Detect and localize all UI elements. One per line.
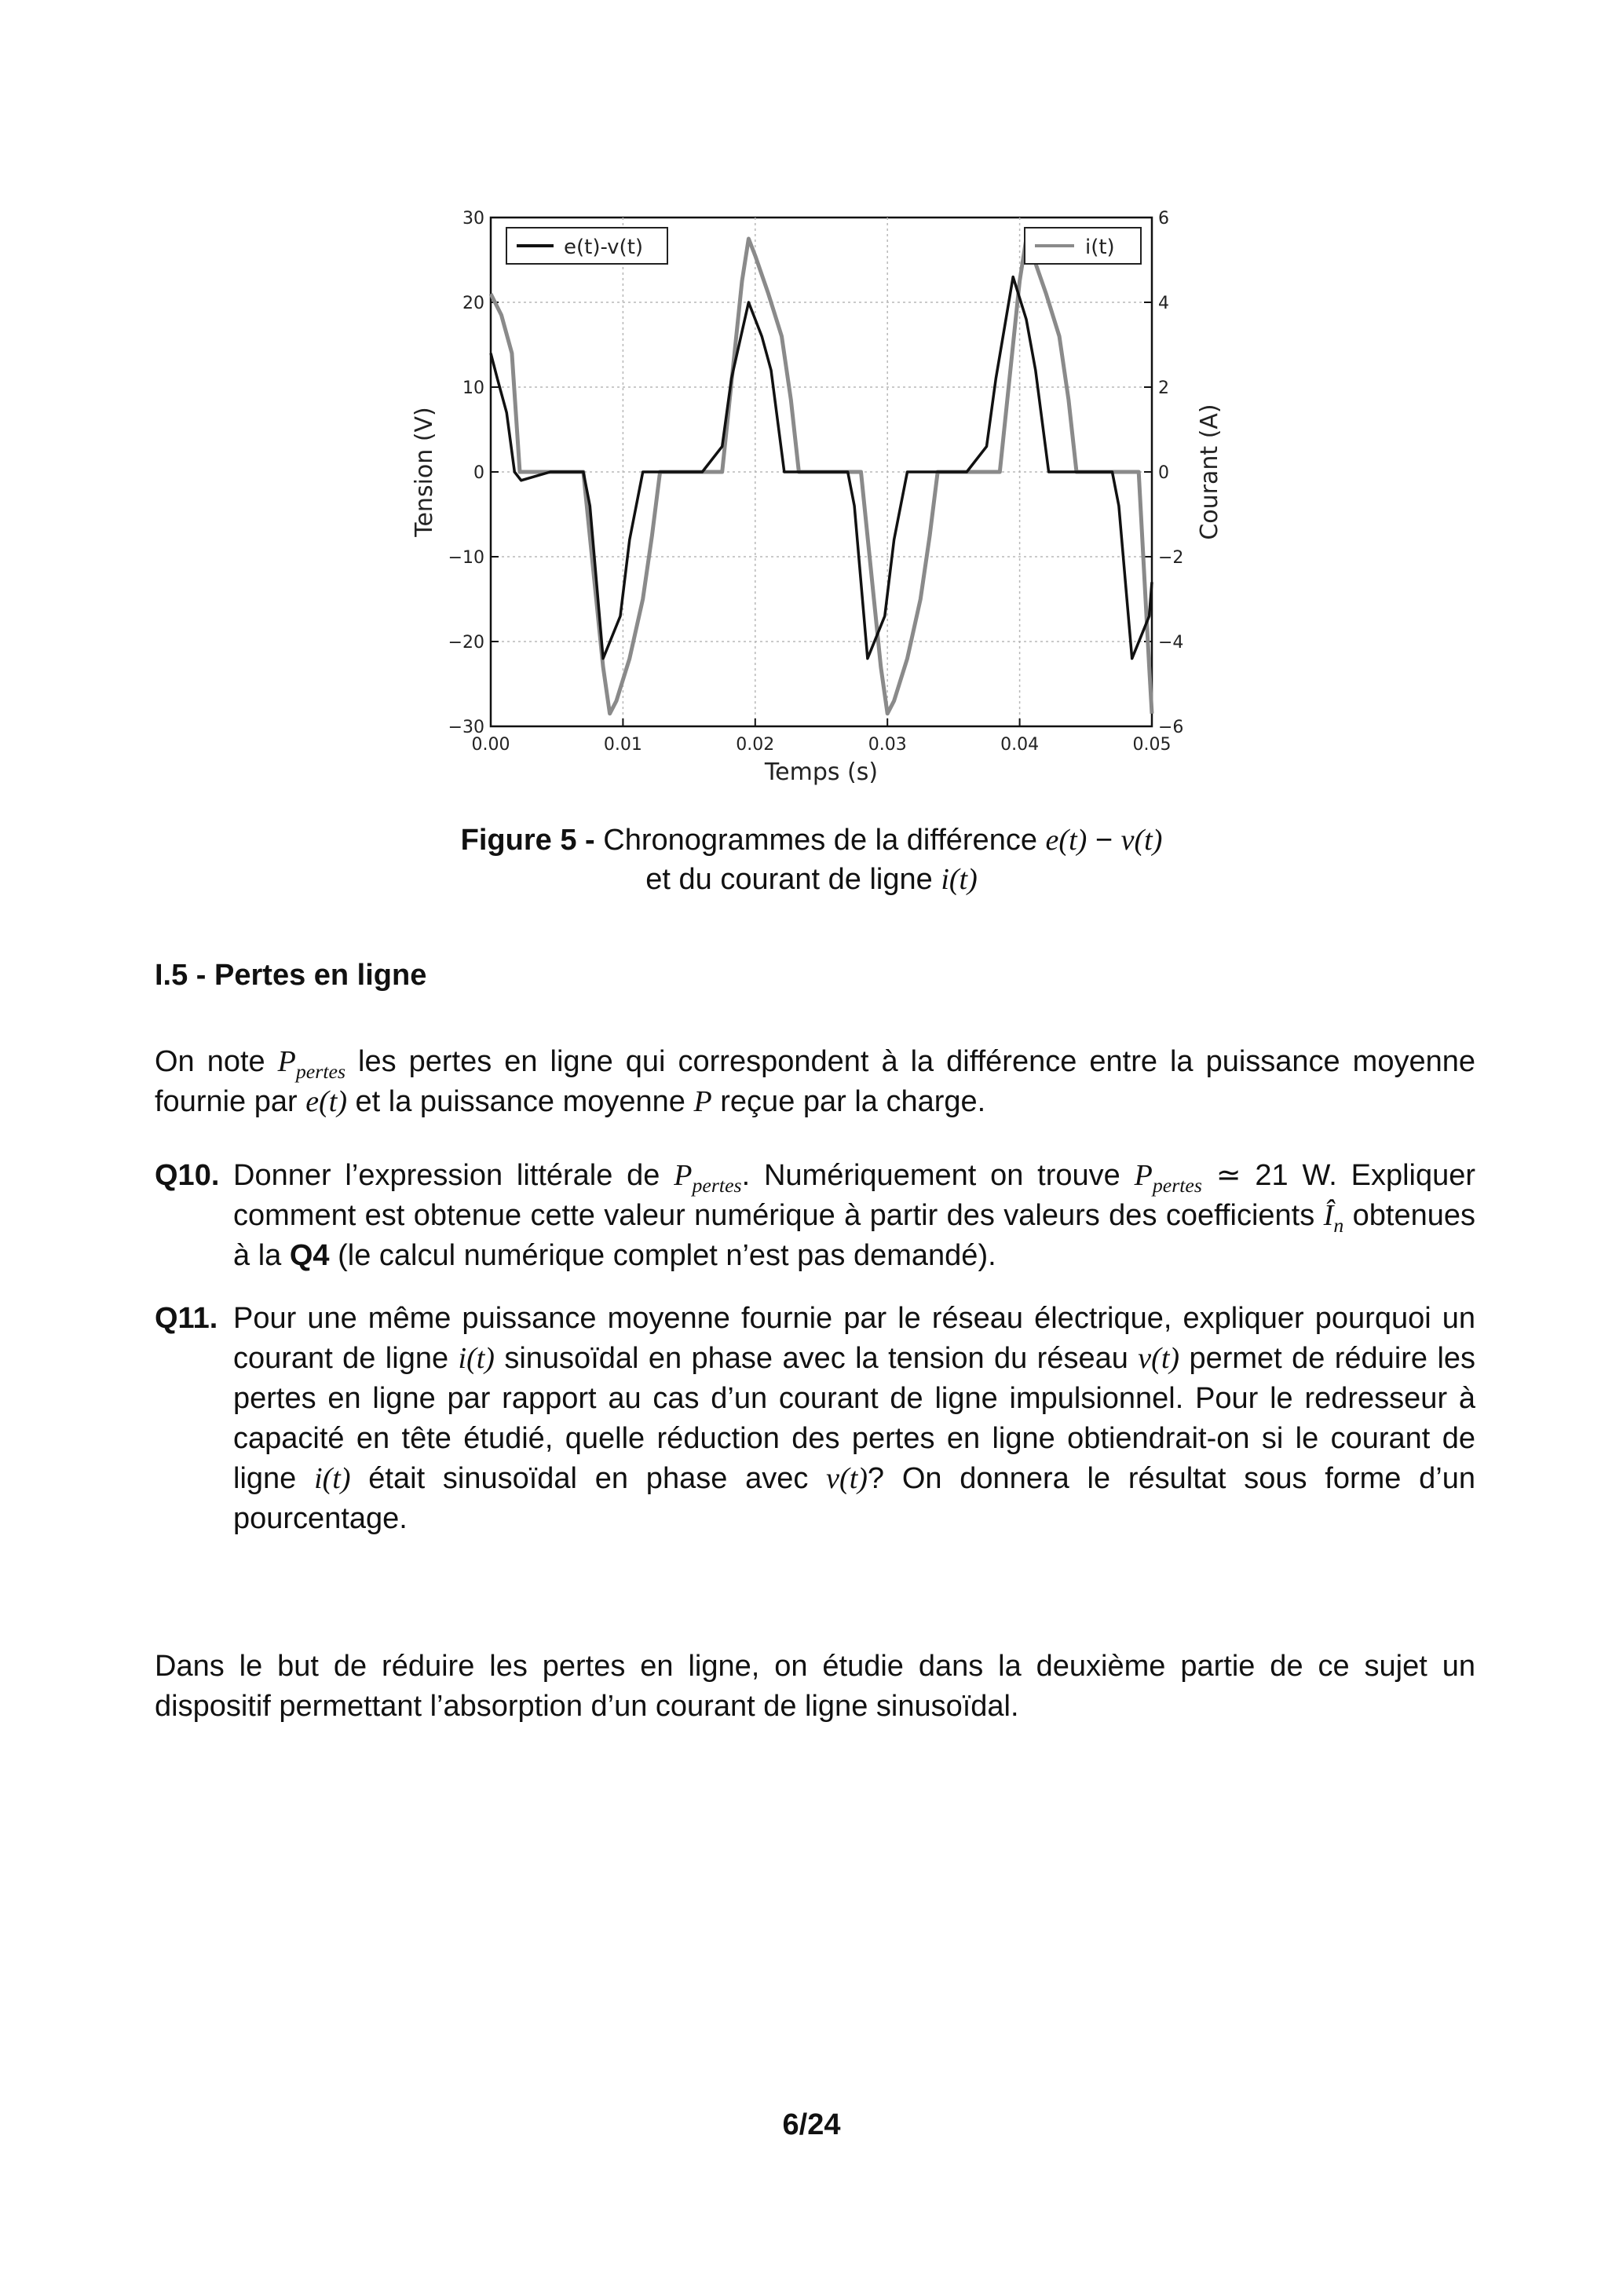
question-label: Q11. bbox=[155, 1302, 218, 1335]
x-tick-label: 0.05 bbox=[1132, 735, 1172, 755]
y-tick-label-right: 0 bbox=[1158, 463, 1169, 483]
question-q11 bbox=[155, 1299, 1475, 1539]
question-q10 bbox=[155, 1156, 1475, 1276]
x-axis-label: Temps (s) bbox=[764, 759, 879, 786]
legend-label-e-minus-v: e(t)-v(t) bbox=[564, 236, 644, 259]
y-tick-label-left: 10 bbox=[462, 378, 484, 398]
figure-caption bbox=[0, 821, 1623, 899]
intro-paragraph: On note $P_{pertes}$ les pertes en ligne qui correspondent à la différence entre la puissance moyenne fournie par e(t) et la puissance moyenne P reçue par la charge. bbox=[155, 1045, 1476, 1118]
legend-left bbox=[506, 228, 667, 264]
y-tick-label-left: 20 bbox=[462, 294, 484, 313]
x-tick-label: 0.01 bbox=[603, 735, 642, 755]
y-tick-label-right: 6 bbox=[1158, 209, 1169, 229]
y-tick-label-right: 4 bbox=[1158, 294, 1169, 313]
chronogram-chart bbox=[393, 192, 1225, 797]
caption-line-2: et du courant de ligne i(t) bbox=[645, 863, 978, 896]
y-tick-label-left: 0 bbox=[473, 463, 484, 483]
figure-label: Figure 5 - bbox=[460, 824, 595, 857]
section-title: I.5 - Pertes en ligne bbox=[155, 959, 427, 992]
question-text: Donner l’expression littérale de $P_{pertes}$. Numériquement on trouve $P_{pertes}$ ≃ 21 W. Expliquer comment est obtenue cette valeur numérique à partir des valeurs des coefficients $Î_n$ obtenues à la Q4 (le calcul numérique complet n’est pas demandé). bbox=[233, 1159, 1476, 1272]
x-tick-label: 0.00 bbox=[471, 735, 510, 755]
y-axis-label-left: Tension (V) bbox=[411, 407, 438, 537]
legend-label-i: i(t) bbox=[1085, 236, 1115, 259]
y-tick-label-right: −2 bbox=[1158, 548, 1184, 568]
y-tick-label-right: 2 bbox=[1158, 378, 1169, 398]
y-tick-label-left: −30 bbox=[448, 718, 484, 737]
x-tick-label: 0.03 bbox=[868, 735, 907, 755]
question-label: Q10. bbox=[155, 1159, 220, 1192]
closing-paragraph: Dans le but de réduire les pertes en ligne, on étudie dans la deuxième partie de ce sujet un dispositif permettant l’absorption d’un courant de ligne sinusoïdal. bbox=[155, 1650, 1475, 1723]
x-tick-label: 0.02 bbox=[736, 735, 775, 755]
caption-line-1: Figure 5 - Chronogrammes de la différence e(t) − v(t) bbox=[460, 824, 1163, 857]
x-tick-label: 0.04 bbox=[1000, 735, 1040, 755]
y-tick-label-left: −20 bbox=[448, 633, 484, 653]
page-number: 6/24 bbox=[782, 2108, 841, 2141]
y-tick-label-right: −4 bbox=[1158, 633, 1184, 653]
y-tick-label-left: −10 bbox=[448, 548, 484, 568]
y-tick-label-right: −6 bbox=[1158, 718, 1184, 737]
question-text: Pour une même puissance moyenne fournie par le réseau électrique, expliquer pourquoi un courant de ligne i(t) sinusoïdal en phase avec la tension du réseau v(t) permet de réduire les pertes en ligne par rapport au cas d’un courant de ligne impulsionnel. Pour le redresseur à capacité en tête étudié, quelle réduction des pertes en ligne obtiendrait-on si le courant de ligne i(t) était sinusoïdal en phase avec v(t)? On donnera le résultat sous forme d’un pourcentage. bbox=[233, 1302, 1476, 1535]
y-tick-label-left: 30 bbox=[462, 209, 484, 229]
legend-right bbox=[1025, 228, 1141, 264]
y-axis-label-right: Courant (A) bbox=[1196, 404, 1223, 540]
